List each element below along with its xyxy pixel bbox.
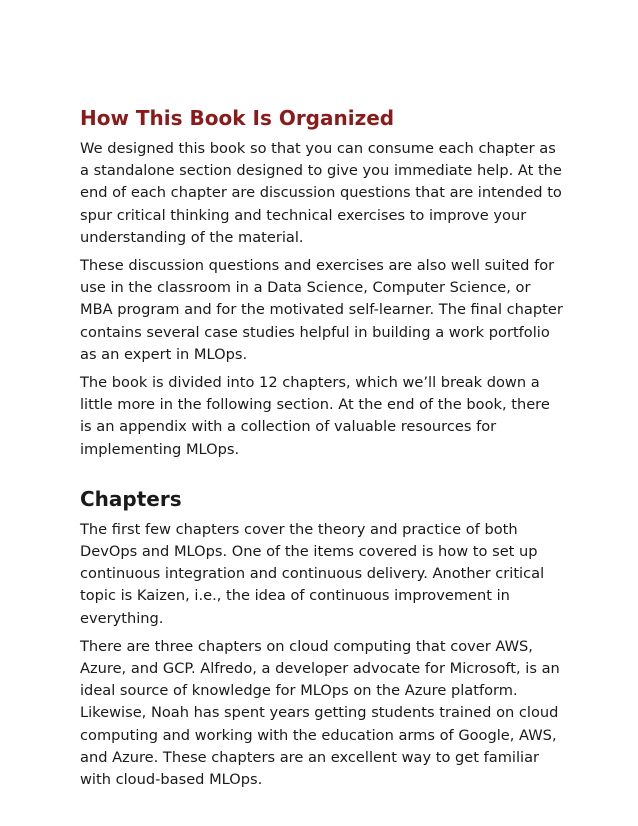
paragraph: These discussion questions and exercises are also well suited for use in the classroom in a Data Science, Computer Science, or MBA program and for the motivated self-learner. The final chapter contains several case studies helpful in building a work portfolio as an expert in MLOps. (80, 257, 563, 363)
paragraph: The book is divided into 12 chapters, which we’ll break down a little more in the following section. At the end of the book, there is an appendix with a collection of valuable resources for implementing MLOps. (80, 374, 550, 458)
section-spacer (80, 467, 565, 485)
paragraph: We designed this book so that you can consume each chapter as a standalone section designed to give you immediate help. At the end of each chapter are discussion questions that are intended to spur critical thinking and technical exercises to improve your understanding of the material. (80, 140, 562, 246)
section-how-this-book-is-organized (80, 104, 565, 461)
document-page (80, 104, 565, 797)
section-heading-organized: How This Book Is Organized (80, 106, 395, 130)
paragraph: There are three chapters on cloud computing that cover AWS, Azure, and GCP. Alfredo, a developer advocate for Microsoft, is an ideal source of knowledge for MLOps on the Azure platform. Likewise, Noah has spent years getting students trained on cloud computing and working with the education arms of Google, AWS, and Azure. These chapters are an excellent way to get familiar with cloud-based MLOps. (80, 637, 560, 789)
section-heading-chapters: Chapters (80, 486, 182, 511)
paragraph: The first few chapters cover the theory and practice of both DevOps and MLOps. One of the items covered is how to set up continuous integration and continuous delivery. Another critical topic is Kaizen, i.e., the idea of continuous improvement in everything. (80, 520, 545, 627)
section-chapters (80, 485, 565, 791)
